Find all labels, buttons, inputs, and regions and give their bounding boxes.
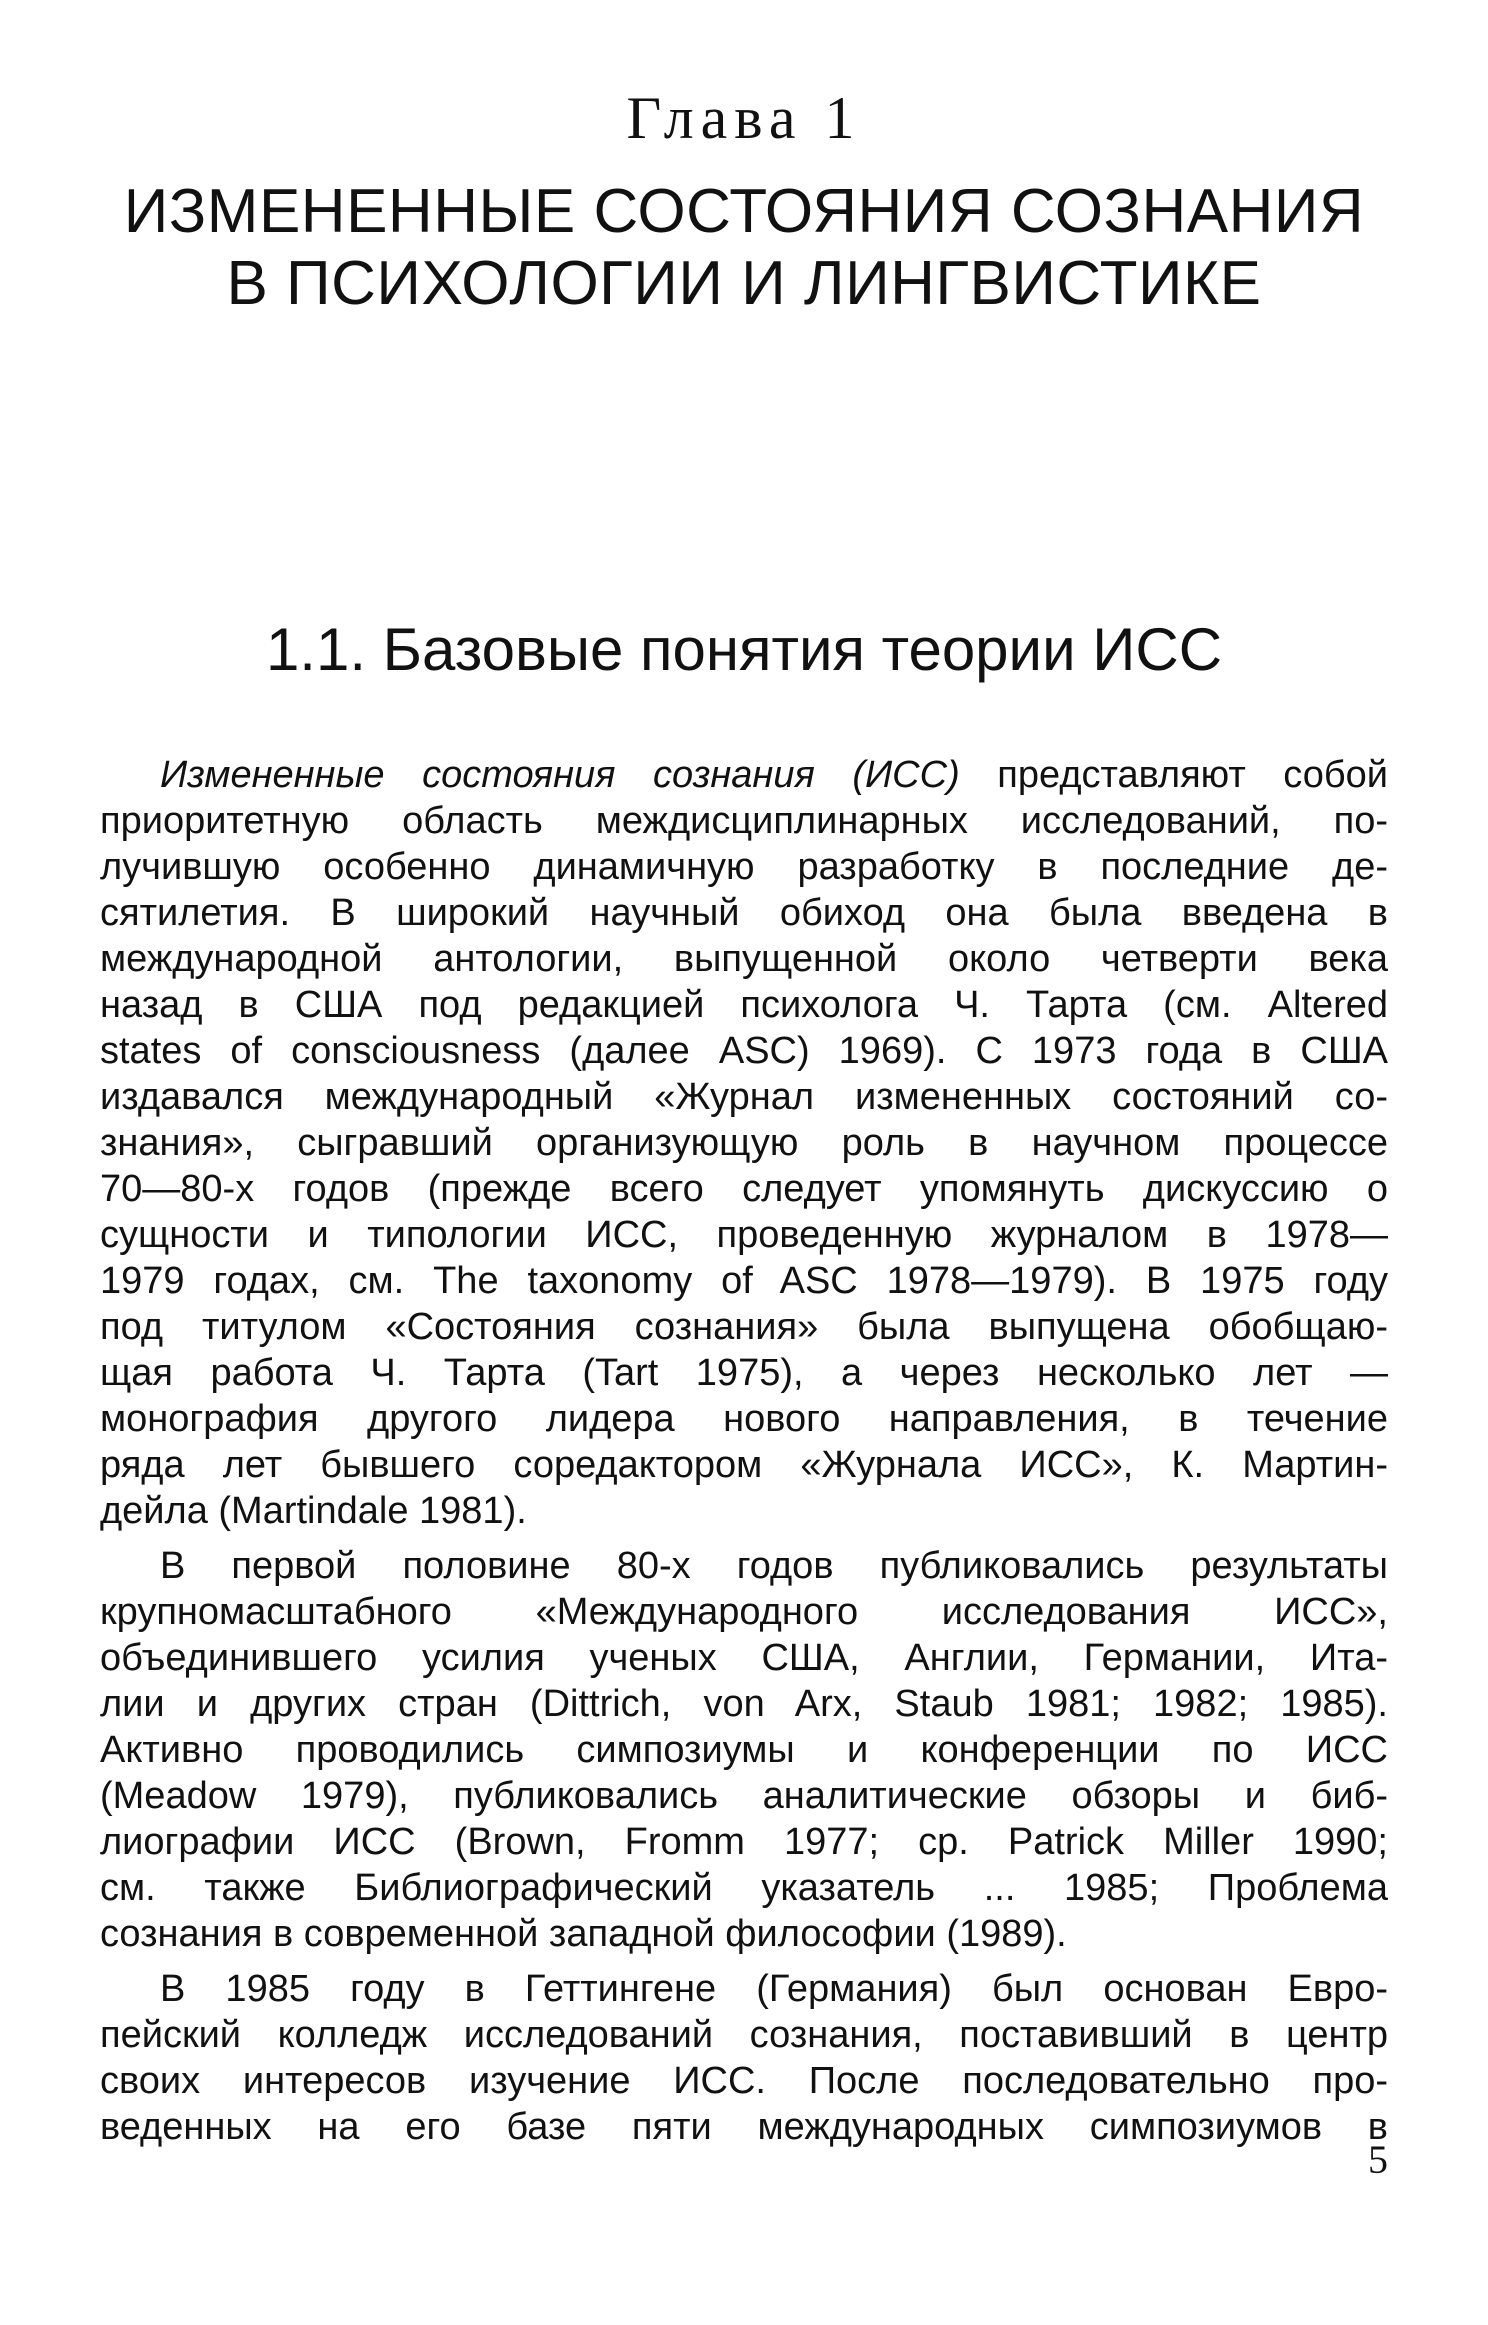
text-line: 1979 годах, см. The taxonomy of ASC 1978—1979). В 1975 году	[100, 1260, 1388, 1302]
text-line: сятилетия. В широкий научный обиход она была введена в	[100, 892, 1388, 934]
text-line: объединившего усилия ученых США, Англии, Германии, Ита-	[100, 1637, 1388, 1679]
text-line: В первой половине 80-х годов публиковались результаты	[160, 1545, 1388, 1587]
text-line: ряда лет бывшего соредактором «Журнала ИСС», К. Мартин-	[100, 1444, 1388, 1486]
text-line: лиографии ИСС (Brown, Fromm 1977; cp. Patrick Miller 1990;	[100, 1821, 1388, 1863]
paragraph-1	[100, 752, 1388, 1534]
text-line: пейский колледж исследований сознания, поставивший в центр	[100, 2014, 1388, 2056]
text-line: (Meadow 1979), публиковались аналитические обзоры и биб-	[100, 1775, 1388, 1817]
text-line: знания», сыгравший организующую роль в научном процессе	[100, 1122, 1388, 1164]
text-line: 70—80-х годов (прежде всего следует упомянуть дискуссию о	[100, 1168, 1388, 1210]
text-line: назад в США под редакцией психолога Ч. Тарта (см. Altered	[100, 984, 1388, 1026]
text-line: своих интересов изучение ИСС. После последовательно про-	[100, 2060, 1388, 2102]
text-line: монография другого лидера нового направления, в течение	[100, 1398, 1388, 1440]
text-line: Активно проводились симпозиумы и конференции по ИСС	[100, 1729, 1388, 1771]
text-line: дейла (Martindale 1981).	[100, 1490, 527, 1532]
chapter-label: Глава 1	[626, 85, 862, 151]
text-line: сущности и типологии ИСС, проведенную журналом в 1978—	[100, 1214, 1388, 1256]
chapter-title-line: ИЗМЕНЕННЫЕ СОСТОЯНИЯ СОЗНАНИЯ	[123, 177, 1365, 246]
text-line: лучившую особенно динамичную разработку в последние де-	[100, 846, 1388, 888]
chapter-title	[0, 176, 1488, 320]
text-line: веденных на его базе пяти международных симпозиумов в	[100, 2106, 1388, 2148]
text-line: щая работа Ч. Тарта (Tart 1975), а через несколько лет —	[100, 1352, 1388, 1394]
text-line: международной антологии, выпущенной около четверти века	[100, 938, 1388, 980]
paragraph-2	[100, 1543, 1388, 1957]
italic-term: Измененные состояния сознания (ИСС)	[160, 754, 960, 796]
text-line: см. также Библиографический указатель ... 1985; Проблема	[100, 1867, 1388, 1909]
text-line: лии и других стран (Dittrich, von Arx, Staub 1981; 1982; 1985).	[100, 1683, 1388, 1725]
text-line: крупномасштабного «Международного исследования ИСС»,	[100, 1591, 1388, 1633]
section-heading: 1.1. Базовые понятия теории ИСС	[265, 616, 1223, 683]
text-line: В 1985 году в Геттингене (Германия) был основан Евро-	[160, 1968, 1388, 2010]
page-number: 5	[1368, 2137, 1388, 2182]
paragraph-3	[100, 1966, 1388, 2150]
text-line	[100, 752, 1388, 798]
text-line: states of consciousness (далее ASC) 1969). С 1973 года в США	[100, 1030, 1388, 1072]
text-line: приоритетную область междисциплинарных исследований, по-	[100, 800, 1388, 842]
body-text	[100, 752, 1388, 2159]
text-line: сознания в современной западной философии (1989).	[100, 1913, 1067, 1955]
text-line: издавался международный «Журнал измененных состояний со-	[100, 1076, 1388, 1118]
text-span: представляют собой	[959, 754, 1388, 796]
text-line: под титулом «Состояния сознания» была выпущена обобщаю-	[100, 1306, 1388, 1348]
chapter-title-line: В ПСИХОЛОГИИ И ЛИНГВИСТИКЕ	[226, 249, 1262, 318]
